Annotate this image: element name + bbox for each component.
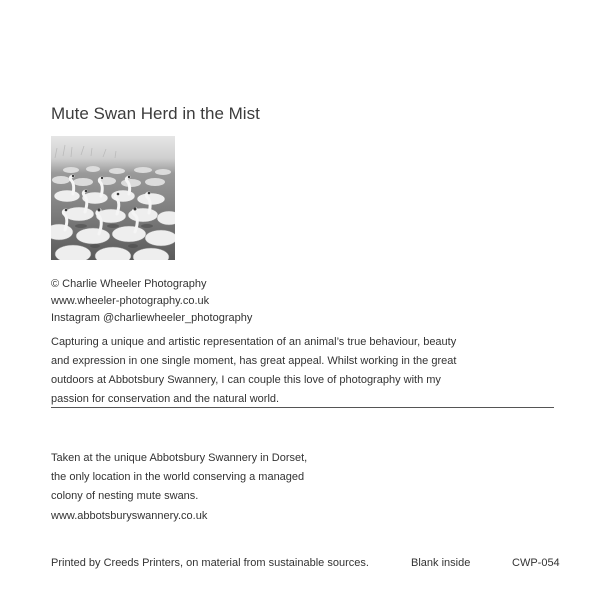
swans-in-mist-photo bbox=[51, 136, 175, 260]
divider bbox=[51, 407, 554, 408]
printer-note: Printed by Creeds Printers, on material from sustainable sources. bbox=[51, 557, 369, 569]
copyright-line: © Charlie Wheeler Photography bbox=[51, 278, 207, 290]
photographer-credits bbox=[51, 276, 252, 327]
location-note bbox=[51, 449, 307, 506]
swannery-website: www.abbotsburyswannery.co.uk bbox=[51, 510, 208, 522]
photographer-website: www.wheeler-photography.co.uk bbox=[51, 295, 210, 307]
instagram-handle: Instagram @charliewheeler_photography bbox=[51, 312, 253, 324]
location-line-3: colony of nesting mute swans. bbox=[51, 490, 199, 502]
photo-description: Capturing a unique and artistic representation of an animal’s true behaviour, beauty and expression in one single moment, has great appeal. Whilst working in the great outdoors at Abbotsbury Swannery, I can couple this love of photography with my passion for conservation and the natural world. bbox=[51, 336, 457, 405]
location-line-1: Taken at the unique Abbotsbury Swannery in Dorset, bbox=[51, 452, 308, 464]
blank-inside-note: Blank inside bbox=[411, 557, 471, 569]
location-line-2: the only location in the world conserving a managed bbox=[51, 471, 305, 483]
card-title: Mute Swan Herd in the Mist bbox=[51, 104, 260, 123]
product-code: CWP-054 bbox=[512, 557, 560, 569]
